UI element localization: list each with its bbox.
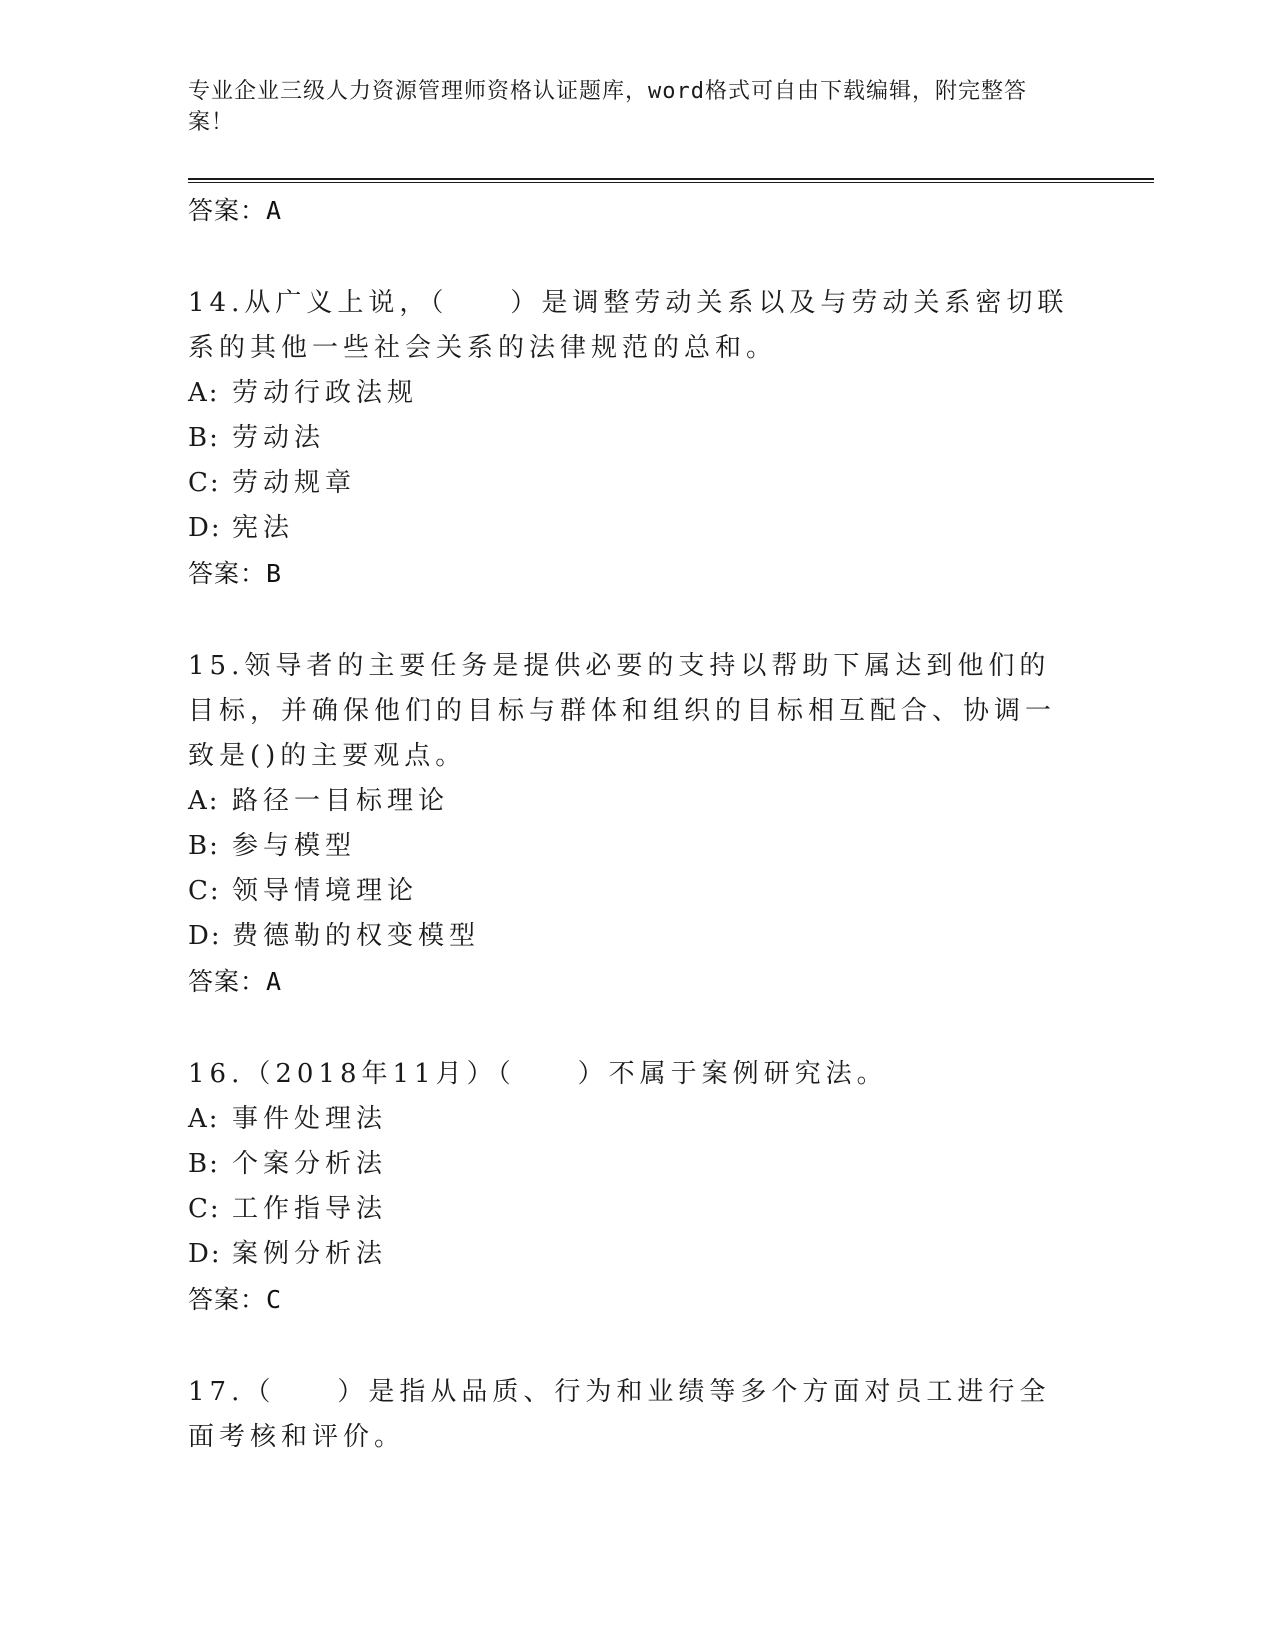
answer-label: 答案： [188, 196, 267, 225]
option-row [188, 371, 1088, 416]
option-text: 事件处理法 [232, 1104, 388, 1134]
option-row [188, 1232, 1088, 1277]
option-text: 路径一目标理论 [232, 786, 450, 816]
option-row [188, 869, 1088, 914]
answer-value: C [266, 1285, 283, 1314]
section-gap [188, 596, 1088, 644]
answer-value: B [266, 559, 283, 588]
option-text: 劳动行政法规 [232, 378, 419, 408]
document-header: 专业企业三级人力资源管理师资格认证题库，word格式可自由下载编辑，附完整答案！ [188, 79, 1027, 135]
header-divider [188, 178, 1154, 183]
option-text: 案例分析法 [232, 1239, 388, 1269]
option-text: 劳动法 [232, 423, 326, 453]
option-text: 领导情境理论 [232, 876, 419, 906]
option-text: 参与模型 [232, 831, 357, 861]
option-text: 劳动规章 [232, 468, 357, 498]
option-key: C: [188, 468, 221, 498]
option-key: B: [188, 423, 220, 453]
option-key: C: [188, 876, 221, 906]
section-gap [188, 1322, 1088, 1370]
answer-value: A [266, 196, 283, 225]
option-row [188, 1142, 1088, 1187]
section-gap [188, 1004, 1088, 1052]
answer-label: 答案： [188, 559, 267, 588]
answer-line [188, 188, 1088, 233]
header-divider-thin [188, 182, 1154, 183]
option-row [188, 1187, 1088, 1232]
answer-label: 答案： [188, 1285, 267, 1314]
answer-line [188, 959, 1088, 1004]
option-row [188, 506, 1088, 551]
option-text: 宪法 [232, 513, 295, 543]
option-key: D: [188, 1239, 222, 1269]
option-text: 费德勒的权变模型 [232, 921, 481, 951]
option-key: A: [188, 786, 220, 816]
option-key: B: [188, 1149, 220, 1179]
option-text: 工作指导法 [232, 1194, 388, 1224]
question-list [188, 188, 1088, 1460]
answer-line [188, 1277, 1088, 1322]
section-gap [188, 233, 1088, 281]
option-row [188, 914, 1088, 959]
question-text: 15.领导者的主要任务是提供必要的支持以帮助下属达到他们的目标，并确保他们的目标与群体和组织的目标相互配合、协调一致是()的主要观点。 [188, 651, 1057, 771]
option-key: D: [188, 921, 222, 951]
answer-line [188, 551, 1088, 596]
option-row [188, 1097, 1088, 1142]
option-row [188, 416, 1088, 461]
option-key: A: [188, 378, 220, 408]
option-key: D: [188, 513, 222, 543]
question-text: 14.从广义上说，（ ）是调整劳动关系以及与劳动关系密切联系的其他一些社会关系的法律规范的总和。 [188, 288, 1069, 363]
option-row [188, 779, 1088, 824]
option-key: B: [188, 831, 220, 861]
question-text: 17.（ ）是指从品质、行为和业绩等多个方面对员工进行全面考核和评价。 [188, 1377, 1051, 1452]
answer-label: 答案： [188, 967, 267, 996]
option-row [188, 461, 1088, 506]
option-key: C: [188, 1194, 221, 1224]
option-text: 个案分析法 [232, 1149, 388, 1179]
option-row [188, 824, 1088, 869]
question-text: 16.（2018年11月）（ ）不属于案例研究法。 [188, 1059, 888, 1089]
header-divider-thick [188, 178, 1154, 180]
answer-value: A [266, 967, 283, 996]
option-key: A: [188, 1104, 220, 1134]
